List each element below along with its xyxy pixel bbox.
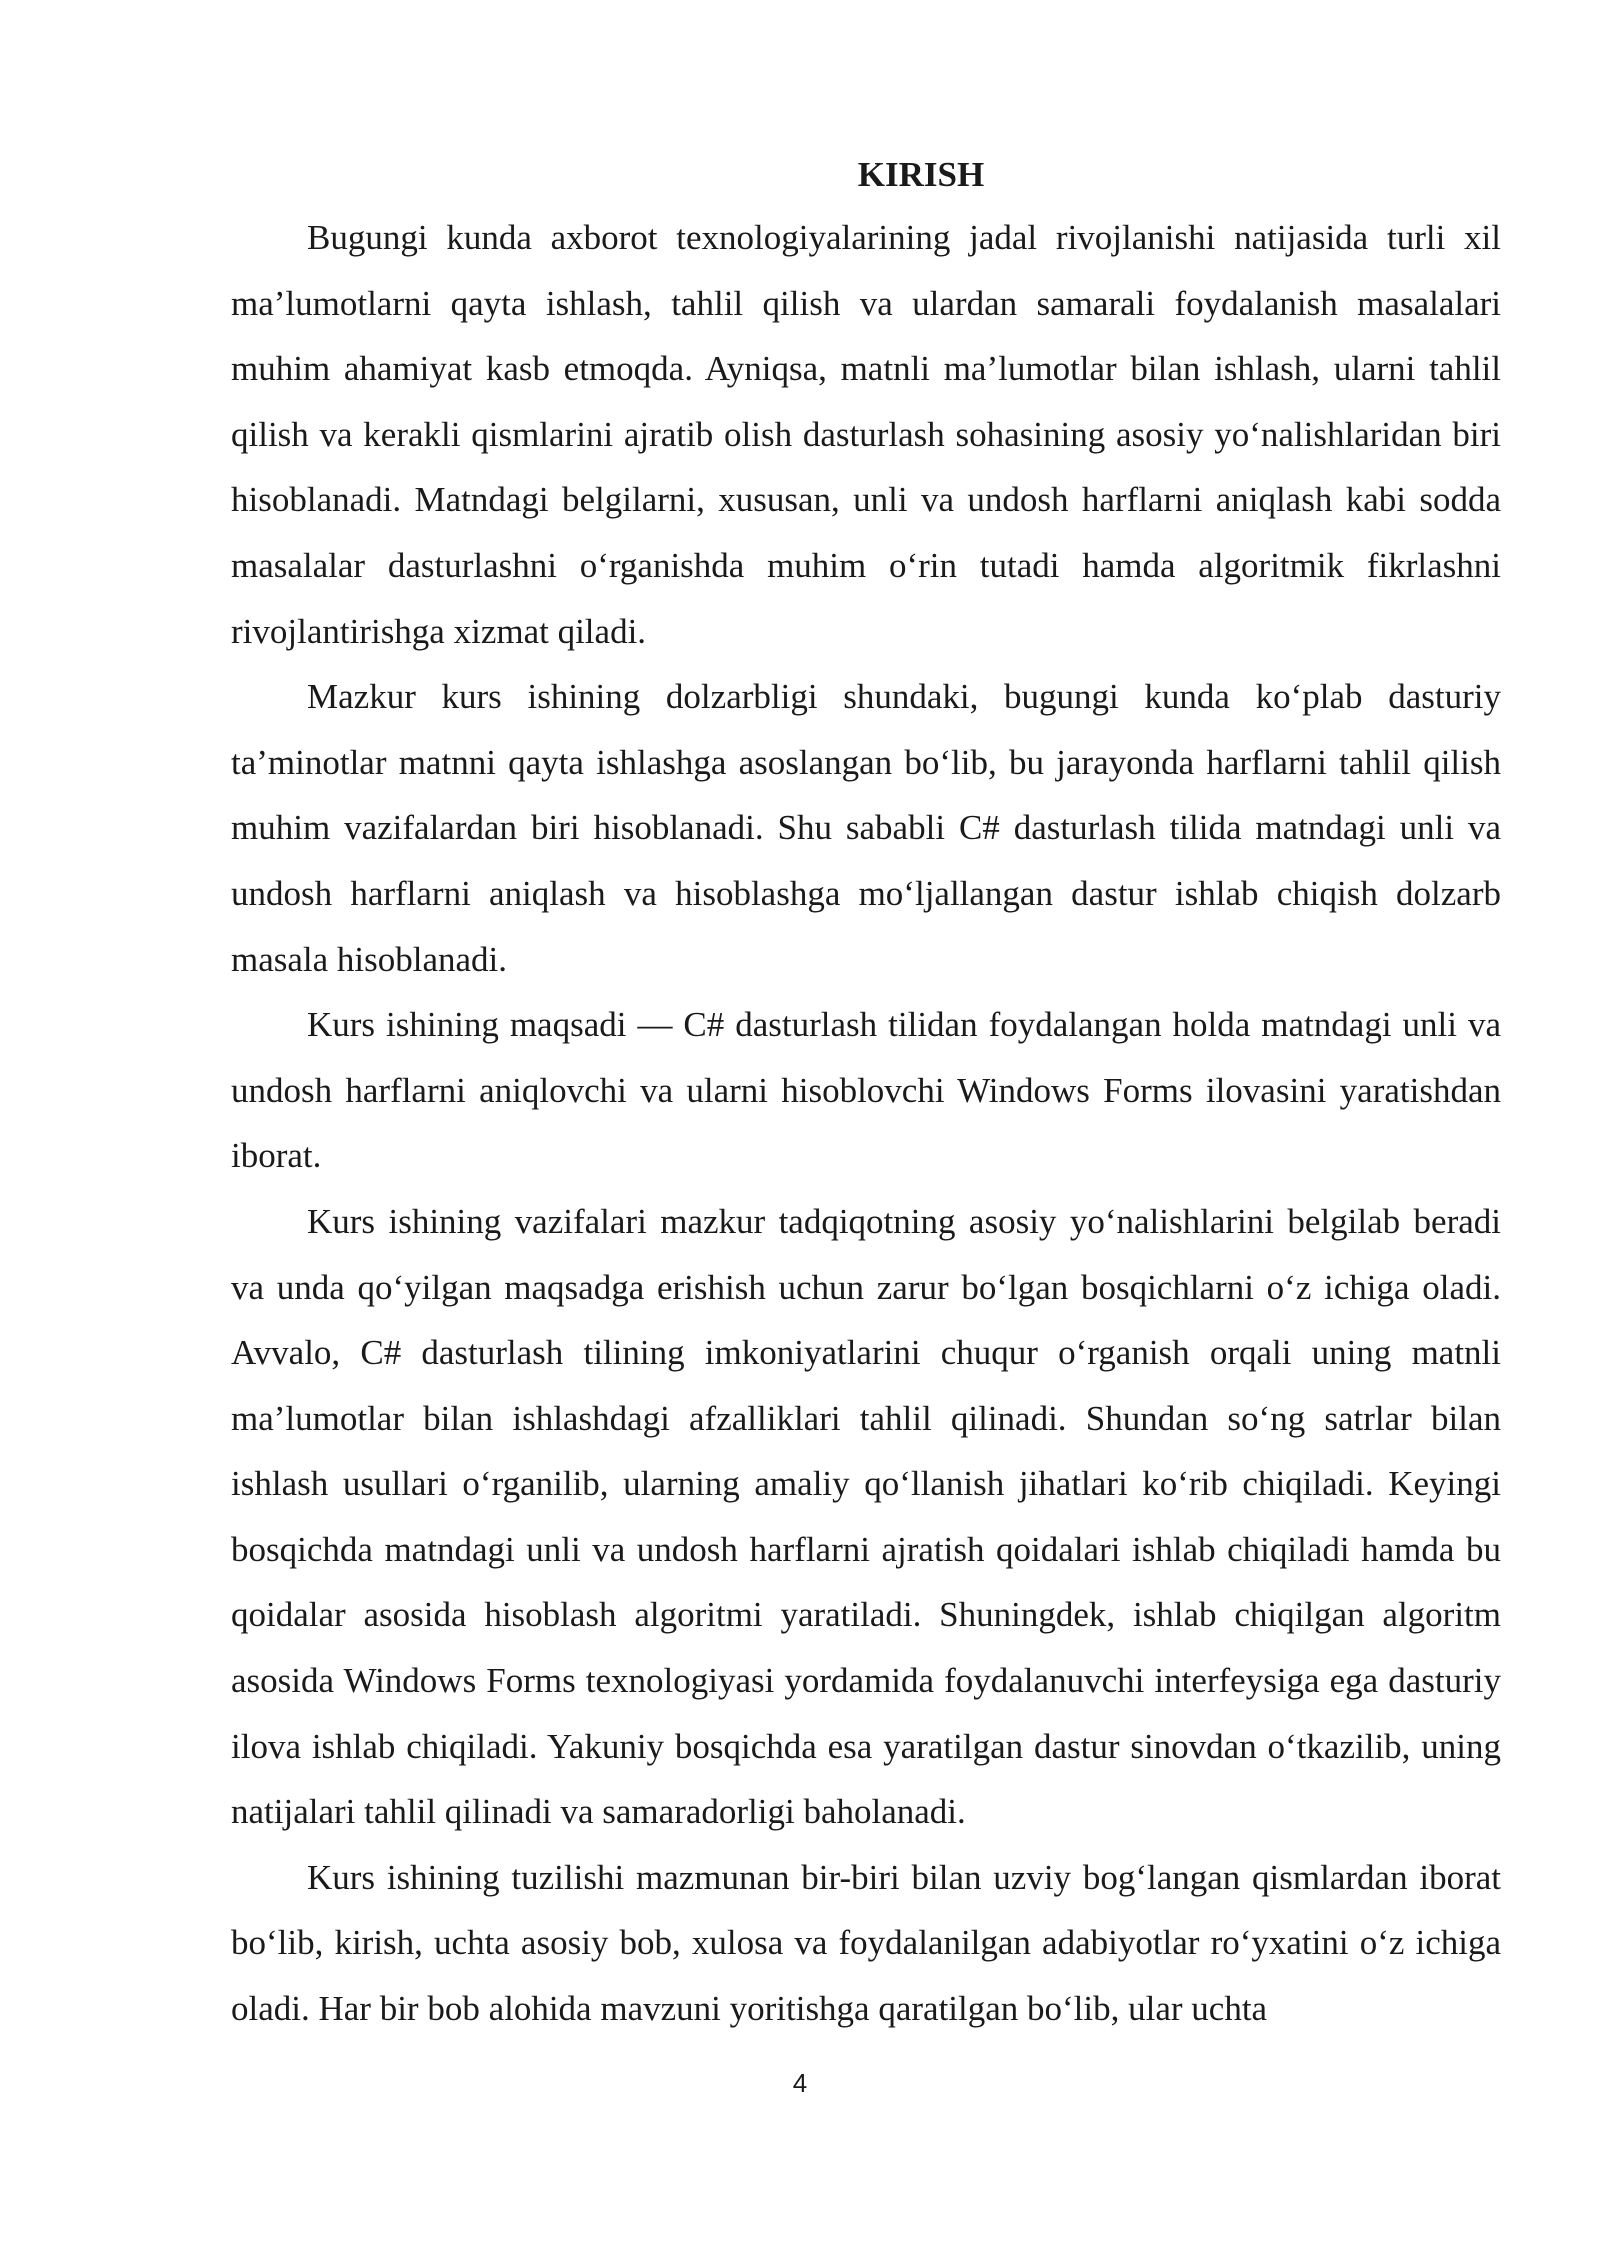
page-body bbox=[231, 145, 1501, 2042]
page-number: 4 bbox=[792, 2068, 808, 2098]
paragraph-structure: Kurs ishining tuzilishi mazmunan bir-biri bilan uzviy bog‘langan qismlardan iborat bo‘lib, kirish, uchta asosiy bob, xulosa va foydalanilgan adabiyotlar ro‘yxatini o‘z ichiga oladi. Har bir bob alohida mavzuni yoritishga qaratilgan bo‘lib, ular uchta bbox=[231, 1857, 1501, 2029]
section-heading: KIRISH bbox=[857, 155, 985, 194]
paragraph-goal: Kurs ishining maqsadi — C# dasturlash tilidan foydalangan holda matndagi unli va undosh harflarni aniqlovchi va ularni hisoblovchi Windows Forms ilovasini yaratishdan iborat. bbox=[231, 1005, 1501, 1176]
paragraph-relevance: Mazkur kurs ishining dolzarbligi shundaki, bugungi kunda ko‘plab dasturiy ta’minotlar matnni qayta ishlashga asoslangan bo‘lib, bu jarayonda harflarni tahlil qilish muhim vazifalardan biri hisoblanadi. Shu sababli C# dasturlash tilida matndagi unli va undosh harflarni aniqlash va hisoblashga mo‘ljallangan dastur ishlab chiqish dolzarb masala hisoblanadi. bbox=[231, 677, 1501, 979]
paragraph-intro: Bugungi kunda axborot texnologiyalarining jadal rivojlanishi natijasida turli xil ma’lumotlarni qayta ishlash, tahlil qilish va ulardan samarali foydalanish masalalari muhim ahamiyat kasb etmoqda. Ayniqsa, matnli ma’lumotlar bilan ishlash, ularni tahlil qilish va kerakli qismlarini ajratib olish dasturlash sohasining asosiy yo‘nalishlaridan biri hisoblanadi. Matndagi belgilarni, xususan, unli va undosh harflarni aniqlash kabi sodda masalalar dasturlashni o‘rganishda muhim o‘rin tutadi hamda algoritmik fikrlashni rivojlantirishga xizmat qiladi. bbox=[231, 218, 1501, 651]
paragraph-tasks: Kurs ishining vazifalari mazkur tadqiqotning asosiy yo‘nalishlarini belgilab beradi va unda qo‘yilgan maqsadga erishish uchun zarur bo‘lgan bosqichlarni o‘z ichiga oladi. Avvalo, C# dasturlash tilining imkoniyatlarini chuqur o‘rganish orqali uning matnli ma’lumotlar bilan ishlashdagi afzalliklari tahlil qilinadi. Shundan so‘ng satrlar bilan ishlash usullari o‘rganilib, ularning amaliy qo‘llanish jihatlari ko‘rib chiqiladi. Keyingi bosqichda matndagi unli va undosh harflarni ajratish qoidalari ishlab chiqiladi hamda bu qoidalar asosida hisoblash algoritmi yaratiladi. Shuningdek, ishlab chiqilgan algoritm asosida Windows Forms texnologiyasi yordamida foydalanuvchi interfeysiga ega dasturiy ilova ishlab chiqiladi. Yakuniy bosqichda esa yaratilgan dastur sinovdan o‘tkazilib, uning natijalari tahlil qilinadi va samaradorligi baholanadi. bbox=[231, 1201, 1501, 1832]
